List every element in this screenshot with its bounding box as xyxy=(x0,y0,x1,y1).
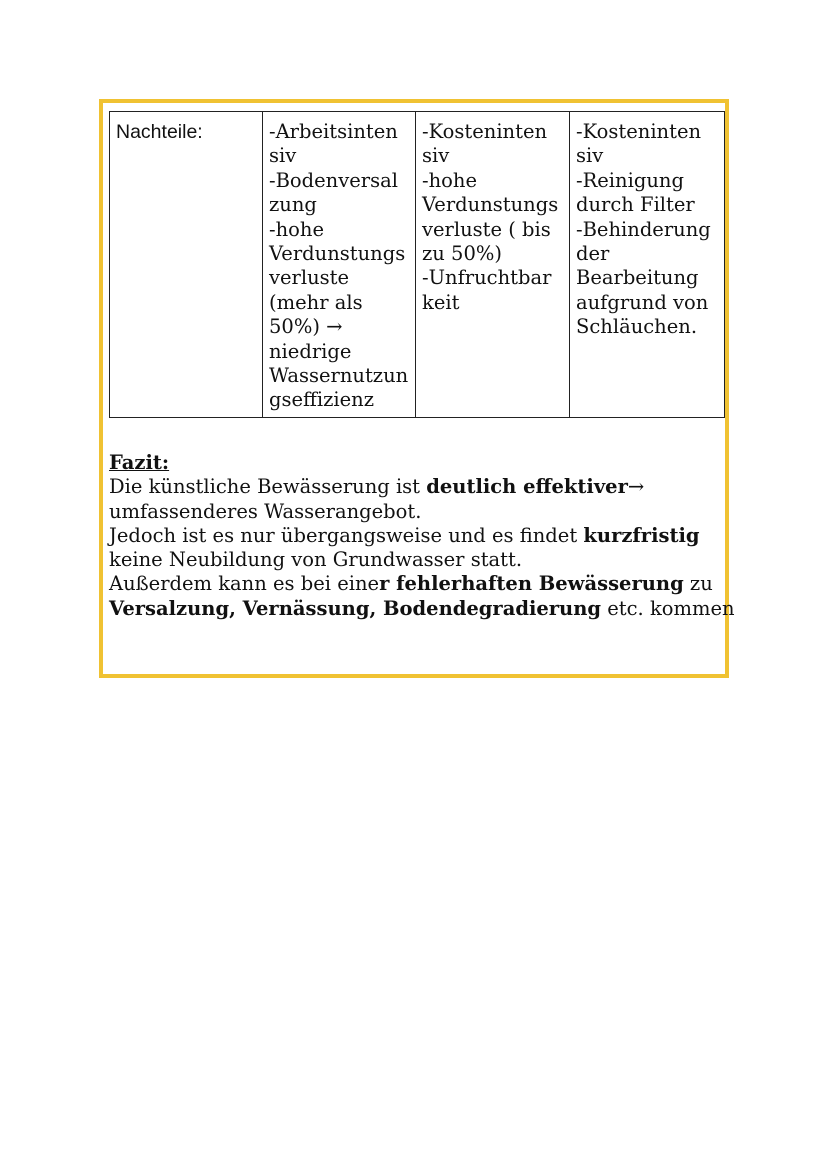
conclusion-emphasis: Versalzung, Vernässung, Bodendegradierung xyxy=(109,596,602,620)
conclusion-emphasis: kurzfristig xyxy=(583,523,700,547)
table-cell xyxy=(570,112,725,418)
row-label-cell xyxy=(110,112,263,418)
cell-line: -Behinderung xyxy=(576,217,711,241)
cell-line: -Kosteninten xyxy=(576,120,702,143)
table-cell xyxy=(263,112,416,418)
conclusion-line: umfassenderes Wasserangebot. xyxy=(109,499,422,523)
disadvantages-table xyxy=(109,111,725,418)
cell-line: Schläuchen. xyxy=(576,315,698,339)
cell-line: durch Filter xyxy=(576,193,695,217)
conclusion-text: Außerdem kann es bei eine xyxy=(109,572,380,596)
content-frame xyxy=(99,99,735,678)
cell-line: zu 50%) xyxy=(422,242,502,266)
cell-line: der xyxy=(576,242,610,266)
cell-line: -Kosteninten xyxy=(422,120,548,143)
conclusion-line xyxy=(109,475,721,499)
cell-line: Bearbeitung xyxy=(576,266,699,290)
conclusion-section xyxy=(109,451,735,621)
conclusion-line xyxy=(109,596,735,621)
cell-line: keit xyxy=(422,290,460,314)
cell-line: (mehr als xyxy=(269,290,363,314)
cell-line: Verdunstungs xyxy=(422,193,559,217)
conclusion-line xyxy=(109,524,721,548)
cell-line: -Unfruchtbar xyxy=(422,266,552,290)
cell-line: Verdunstungs xyxy=(269,242,406,266)
cell-line: zung xyxy=(269,193,317,217)
cell-line: verluste ( bis xyxy=(422,217,551,241)
conclusion-line: keine Neubildung von Grundwasser statt. xyxy=(109,548,523,572)
conclusion-emphasis: r fehlerhaften Bewässerung xyxy=(379,572,684,596)
cell-line: verluste xyxy=(269,266,350,290)
cell-line: -Reinigung xyxy=(576,168,684,192)
conclusion-emphasis: deutlich effektiver xyxy=(426,475,628,499)
cell-line: -hohe xyxy=(269,217,324,241)
conclusion-heading: Fazit: xyxy=(109,451,170,474)
cell-line: gseffizienz xyxy=(269,388,375,412)
cell-line: aufgrund von xyxy=(576,290,709,314)
cell-line: Wassernutzun xyxy=(269,364,409,388)
arrow-symbol: → xyxy=(627,475,645,499)
cell-line: siv xyxy=(422,144,450,168)
conclusion-text: zu xyxy=(683,572,713,596)
conclusion-line xyxy=(109,572,721,596)
conclusion-text: Jedoch ist es nur übergangsweise und es findet xyxy=(109,523,584,547)
row-label: Nachteile: xyxy=(116,121,203,143)
cell-line: -Arbeitsinten xyxy=(269,120,398,143)
conclusion-text: etc. kommen xyxy=(601,596,735,620)
cell-line: 50%) → xyxy=(269,315,343,339)
cell-line: siv xyxy=(269,144,297,168)
table-row xyxy=(110,112,725,418)
cell-line: -hohe xyxy=(422,168,477,192)
conclusion-text: Die künstliche Bewässerung ist xyxy=(109,475,427,499)
cell-line: niedrige xyxy=(269,339,352,363)
cell-line: -Bodenversal xyxy=(269,168,398,192)
cell-line: siv xyxy=(576,144,604,168)
table-cell xyxy=(416,112,570,418)
